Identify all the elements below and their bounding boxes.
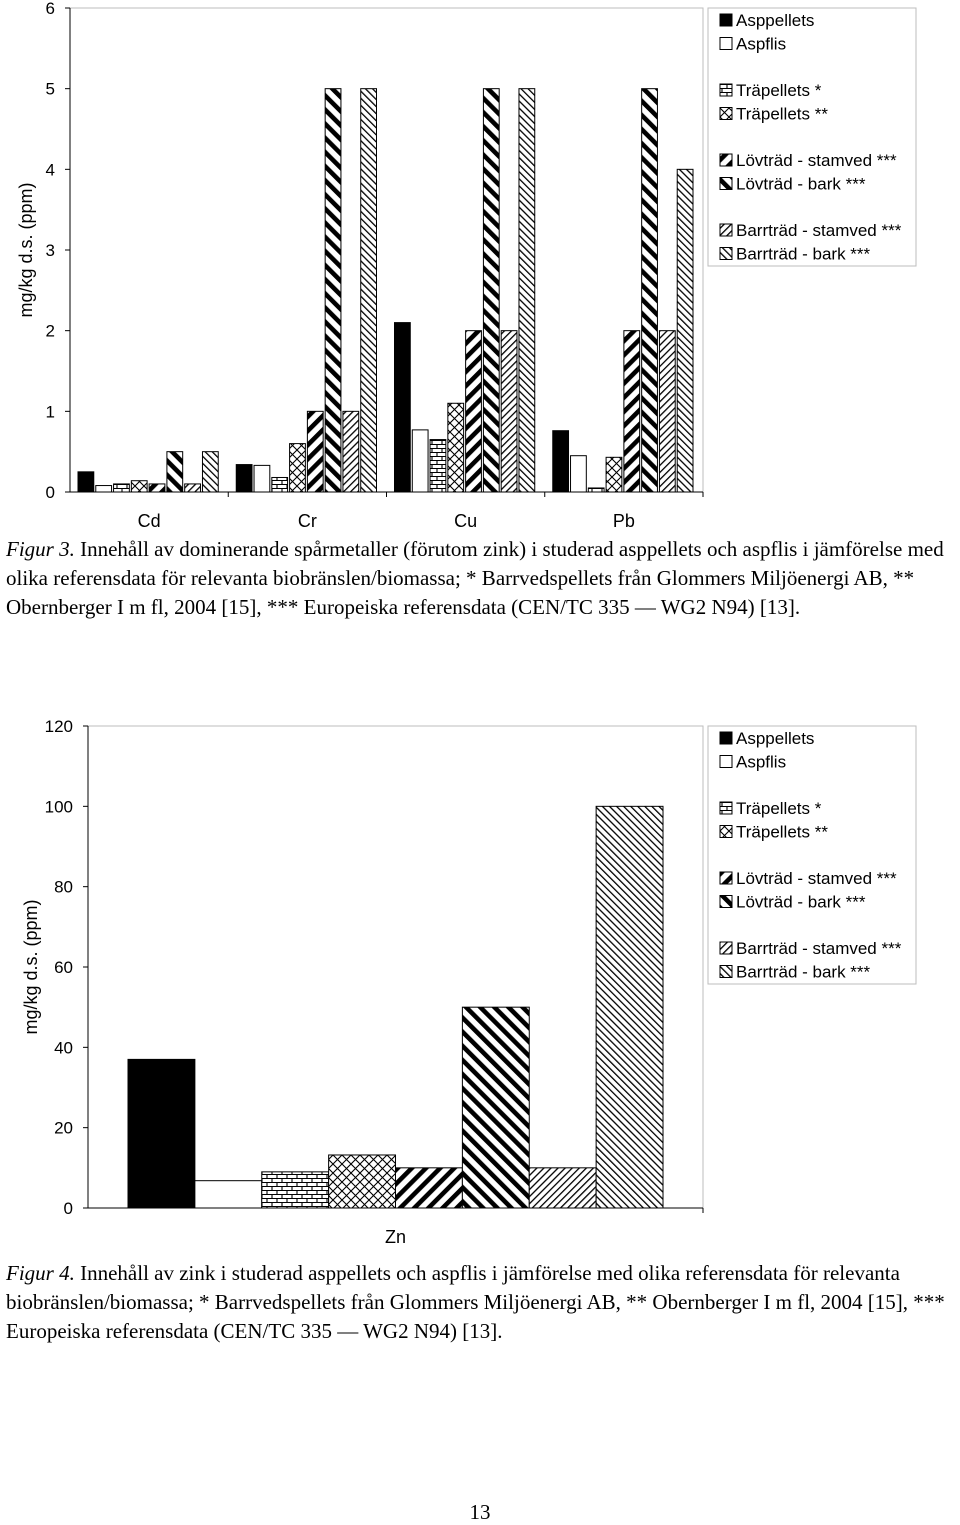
bar-cu-asppellets	[395, 323, 411, 492]
bar-zn-tr-pellets	[262, 1172, 329, 1208]
bar-zn-barrtr-d-bark	[596, 806, 663, 1208]
legend-swatch	[720, 178, 732, 190]
bar-cr-barrtr-d-bark	[361, 89, 377, 492]
legend-label: Lövträd - stamved ***	[736, 151, 897, 170]
y-tick-label: 100	[44, 797, 73, 817]
bar-cu-l-vtr-d-bark	[483, 89, 499, 492]
bar-zn-aspflis	[195, 1181, 262, 1208]
legend-label: Lövträd - stamved ***	[736, 869, 897, 888]
plot-frame	[70, 8, 703, 492]
bar-cd-barrtr-d-bark	[202, 452, 218, 492]
y-axis-title: mg/kg d.s. (ppm)	[21, 899, 41, 1035]
bar-zn-l-vtr-d-stamved	[396, 1168, 463, 1208]
y-axis-title: mg/kg d.s. (ppm)	[16, 182, 36, 318]
figure-3-label: Figur 3.	[6, 537, 75, 561]
bar-zn-tr-pellets	[329, 1155, 396, 1208]
y-tick-label: 1	[45, 402, 55, 422]
bar-cr-tr-pellets	[290, 444, 306, 492]
bar-cu-barrtr-d-bark	[519, 89, 535, 492]
y-tick-label: 5	[45, 79, 55, 99]
x-category-label: Cu	[454, 511, 478, 531]
bar-cd-l-vtr-d-bark	[167, 452, 183, 492]
bar-cr-asppellets	[236, 465, 252, 492]
bar-cd-l-vtr-d-stamved	[149, 484, 165, 492]
legend-swatch	[720, 38, 732, 50]
bar-pb-l-vtr-d-bark	[642, 89, 658, 492]
y-tick-label: 0	[63, 1199, 73, 1218]
figure-3-text: Innehåll av dominerande spårmetaller (förutom zink) i studerad asppellets och aspflis i jämförelse med olika referensdata för relevanta biobränslen/biomassa; * Barrvedspellets från Glommers Miljöenergi AB, ** Obernberger I m fl, 2004 [15], *** Europeiska referensdata (CEN/TC 335 — WG2 N94) [13].	[6, 537, 944, 619]
figure-4-text: Innehåll av zink i studerad asppellets och aspflis i jämförelse med olika referensdata för relevanta biobränslen/biomassa; * Barrvedspellets från Glommers Miljöenergi AB, ** Obernberger I m fl, 2004 [15], *** Europeiska referensdata (CEN/TC 335 — WG2 N94) [13].	[6, 1261, 945, 1343]
y-tick-label: 40	[54, 1038, 73, 1058]
legend-label: Asppellets	[736, 729, 815, 748]
legend-swatch	[720, 756, 732, 768]
y-tick-label: 4	[45, 160, 55, 180]
bar-pb-barrtr-d-stamved	[659, 331, 675, 492]
bar-cd-aspflis	[96, 486, 112, 492]
legend-label: Barrträd - bark ***	[736, 962, 871, 982]
figure-4-label: Figur 4.	[6, 1261, 75, 1285]
legend-swatch	[720, 802, 732, 814]
legend-label: Träpellets *	[736, 799, 822, 818]
legend	[708, 726, 916, 984]
y-tick-label: 2	[45, 321, 55, 341]
legend-swatch	[720, 896, 732, 908]
bar-pb-asppellets	[553, 431, 569, 492]
legend-label: Träpellets **	[736, 822, 828, 842]
bar-zn-asppellets	[128, 1059, 195, 1208]
bar-zn-l-vtr-d-bark	[462, 1007, 529, 1208]
legend-swatch	[720, 872, 732, 884]
bar-pb-aspflis	[571, 456, 587, 492]
metals-chart-svg	[0, 0, 960, 540]
legend-swatch	[720, 826, 732, 838]
bar-pb-barrtr-d-bark	[677, 169, 693, 492]
legend-label: Aspflis	[736, 34, 787, 54]
plot-area	[45, 717, 703, 1218]
bar-pb-tr-pellets	[588, 488, 604, 492]
bar-cr-tr-pellets	[272, 477, 288, 492]
bar-cr-l-vtr-d-bark	[325, 89, 341, 492]
y-tick-label: 120	[44, 717, 73, 736]
legend-label: Träpellets *	[736, 81, 822, 100]
bar-cu-tr-pellets	[430, 440, 446, 492]
y-tick-label: 20	[54, 1118, 73, 1138]
legend-swatch	[720, 108, 732, 120]
bar-cd-barrtr-d-stamved	[185, 484, 201, 492]
x-category-label: Cr	[297, 511, 317, 531]
legend-label: Aspflis	[736, 752, 787, 772]
plot-area	[46, 0, 703, 502]
x-category-label: Pb	[612, 511, 635, 531]
bar-cr-barrtr-d-stamved	[343, 411, 359, 492]
figure-4-caption	[6, 1259, 956, 1346]
legend-swatch	[720, 224, 732, 236]
bar-cr-l-vtr-d-stamved	[307, 411, 323, 492]
figure-3-caption	[6, 535, 956, 622]
legend-swatch	[720, 966, 732, 978]
bar-cd-asppellets	[78, 472, 94, 492]
y-tick-label: 80	[54, 877, 73, 897]
legend-swatch	[720, 248, 732, 260]
y-tick-label: 0	[45, 483, 55, 502]
bar-cu-barrtr-d-stamved	[501, 331, 517, 492]
y-tick-label: 6	[45, 0, 55, 18]
bar-zn-barrtr-d-stamved	[529, 1168, 596, 1208]
bar-cu-tr-pellets	[448, 403, 464, 492]
legend-label: Barrträd - stamved ***	[736, 221, 902, 240]
bar-pb-tr-pellets	[606, 457, 622, 492]
legend-label: Lövträd - bark ***	[736, 892, 866, 912]
legend	[708, 8, 916, 266]
legend-label: Lövträd - bark ***	[736, 174, 866, 194]
bar-cr-aspflis	[254, 465, 270, 492]
y-tick-label: 60	[54, 958, 73, 977]
x-category-label: Zn	[384, 1227, 407, 1247]
zinc-chart	[0, 714, 960, 1254]
legend-label: Barrträd - bark ***	[736, 244, 871, 264]
page-number: 13	[469, 1500, 491, 1524]
legend-swatch	[720, 942, 732, 954]
legend-label: Barrträd - stamved ***	[736, 939, 902, 958]
bar-cd-tr-pellets	[131, 481, 147, 492]
legend-swatch	[720, 84, 732, 96]
legend-label: Träpellets **	[736, 104, 828, 124]
legend-swatch	[720, 732, 732, 744]
y-tick-label: 3	[45, 241, 55, 260]
legend-label: Asppellets	[736, 11, 815, 30]
bar-pb-l-vtr-d-stamved	[624, 331, 640, 492]
bar-cu-l-vtr-d-stamved	[466, 331, 482, 492]
bar-cd-tr-pellets	[114, 484, 130, 492]
metals-chart	[0, 0, 960, 540]
bar-cu-aspflis	[412, 430, 428, 492]
zinc-chart-svg	[0, 714, 960, 1254]
legend-swatch	[720, 154, 732, 166]
x-category-label: Cd	[137, 511, 161, 531]
legend-swatch	[720, 14, 732, 26]
